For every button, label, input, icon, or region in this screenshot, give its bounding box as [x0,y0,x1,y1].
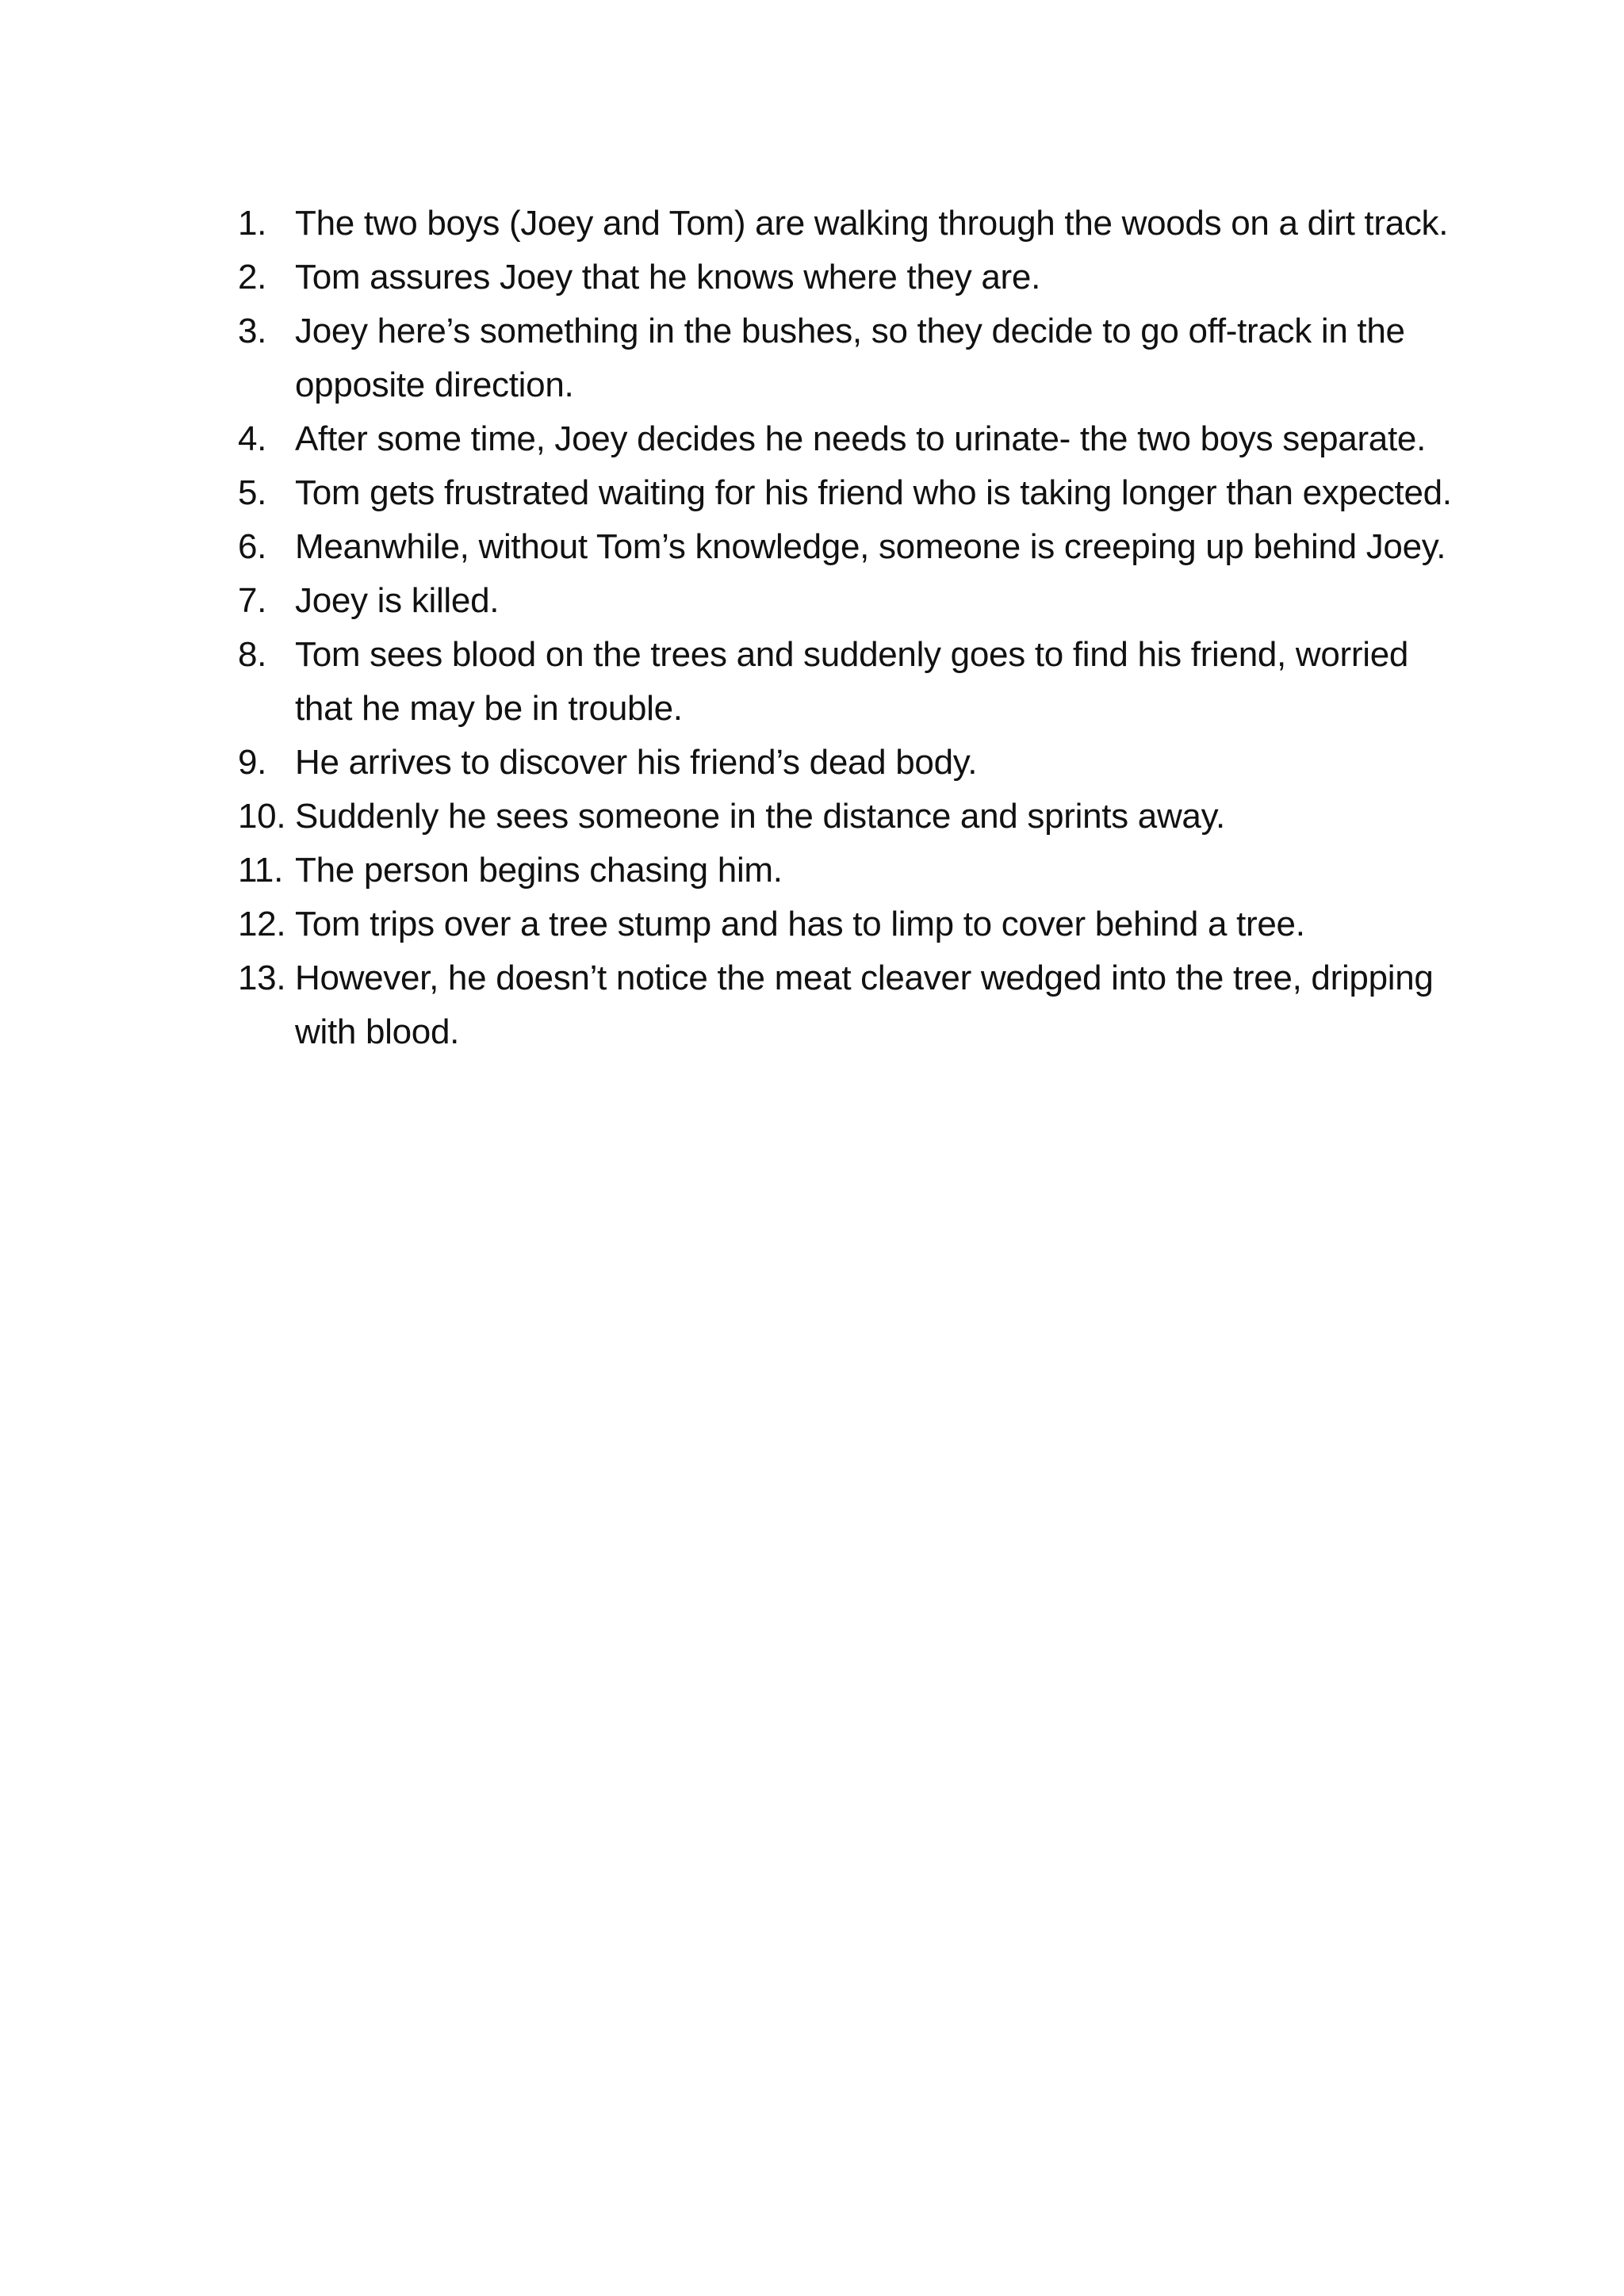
list-item-text: Tom sees blood on the trees and suddenly goes to find his friend, worried that he may be in trouble. [295,635,1409,728]
list-item-text: He arrives to discover his friend’s dead body. [295,743,978,782]
story-event-list [238,197,1475,1059]
list-item-text: Joey is killed. [295,581,500,620]
list-item [238,844,1475,897]
list-item [238,951,1475,1059]
list-item-number: 10. [238,797,286,836]
list-item-number: 5. [238,473,267,512]
list-item-text: Tom trips over a tree stump and has to limp to cover behind a tree. [295,905,1305,943]
list-item-number: 11. [238,851,284,890]
list-item-number: 4. [238,419,267,458]
list-item-number: 6. [238,527,267,566]
list-item-number: 1. [238,204,267,243]
list-item-text: Meanwhile, without Tom’s knowledge, someone is creeping up behind Joey. [295,527,1446,566]
list-item-text: Tom gets frustrated waiting for his friend who is taking longer than expected. [295,473,1452,512]
list-item-number: 2. [238,258,267,297]
list-item-number: 13. [238,959,286,997]
list-item-text: Suddenly he sees someone in the distance and sprints away. [295,797,1225,836]
list-item-text: The person begins chasing him. [295,851,783,890]
list-item [238,790,1475,844]
list-item [238,897,1475,951]
list-item-text: After some time, Joey decides he needs to urinate- the two boys separate. [295,419,1426,458]
list-item-number: 3. [238,312,267,350]
list-item-number: 8. [238,635,267,674]
list-item-number: 7. [238,581,267,620]
list-item [238,628,1475,736]
list-item [238,574,1475,628]
list-item-number: 9. [238,743,267,782]
list-item-text: Joey here’s something in the bushes, so they decide to go off-track in the opposite direction. [295,312,1405,404]
list-item-number: 12. [238,905,286,943]
list-item [238,197,1475,251]
list-item-text: The two boys (Joey and Tom) are walking through the woods on a dirt track. [295,204,1449,243]
list-item [238,466,1475,520]
list-item [238,736,1475,790]
list-item-text: Tom assures Joey that he knows where they are. [295,258,1040,297]
list-item [238,304,1475,412]
list-item [238,520,1475,574]
list-item [238,412,1475,466]
list-item-text: However, he doesn’t notice the meat cleaver wedged into the tree, dripping with blood. [295,959,1434,1051]
list-item [238,251,1475,304]
